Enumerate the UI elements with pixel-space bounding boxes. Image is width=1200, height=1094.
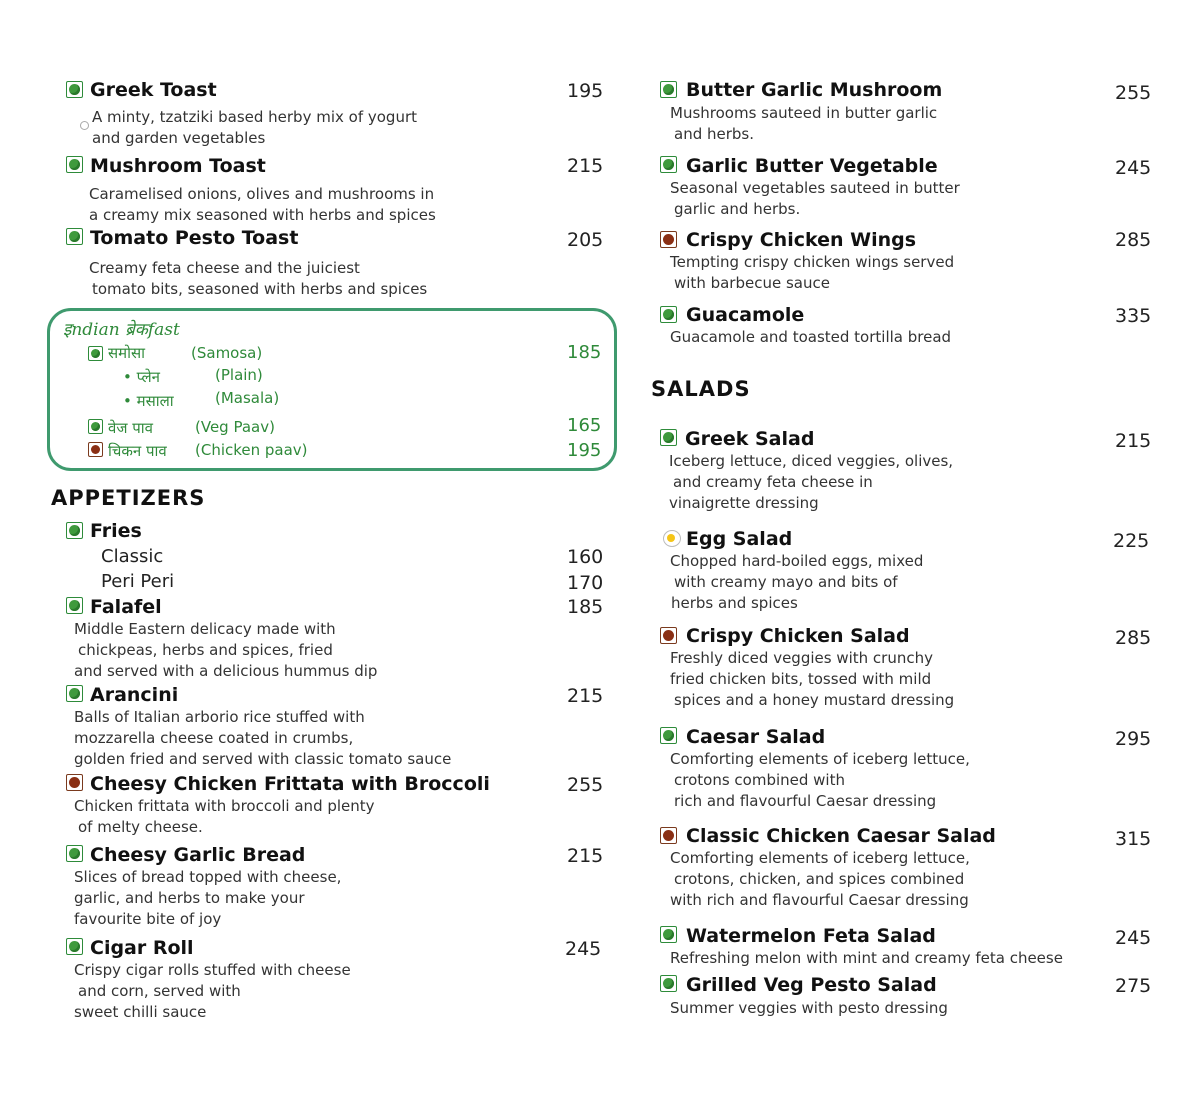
- veg-paav-price: 165: [567, 415, 602, 436]
- samosa-english: (Samosa): [191, 344, 263, 362]
- item-name: Garlic Butter Vegetable: [686, 155, 938, 177]
- item-description: Summer veggies with pesto dressing: [670, 999, 948, 1017]
- chicken-paav-english: (Chicken paav): [195, 441, 308, 459]
- item-name: Cheesy Garlic Bread: [90, 844, 306, 866]
- veg-icon: [66, 522, 83, 539]
- item-name: Classic Chicken Caesar Salad: [686, 825, 996, 847]
- item-price: 225: [1113, 530, 1150, 552]
- item-price: 285: [1115, 627, 1152, 649]
- item-name: Greek Salad: [685, 428, 815, 450]
- item-price: 335: [1115, 305, 1152, 327]
- veg-paav-english: (Veg Paav): [195, 418, 275, 436]
- item-price: 295: [1115, 728, 1152, 750]
- item-name: Cheesy Chicken Frittata with Broccoli: [90, 773, 490, 795]
- item-name: Egg Salad: [686, 528, 793, 550]
- veg-icon: [66, 156, 83, 173]
- samosa-hindi: समोसा: [108, 344, 146, 362]
- item-price: 255: [567, 774, 604, 796]
- veg-icon: [66, 685, 83, 702]
- nonveg-icon: [660, 231, 677, 248]
- item-name: Grilled Veg Pesto Salad: [686, 974, 937, 996]
- item-description: Creamy feta cheese and the juiciest tomato bits, seasoned with herbs and spices: [89, 259, 428, 298]
- chicken-paav-hindi: चिकन पाव: [108, 442, 167, 460]
- egg-icon: [663, 529, 681, 547]
- fries-classic: Classic: [101, 546, 164, 567]
- veg-icon: [660, 975, 677, 992]
- item-description: Chicken frittata with broccoli and plenty of melty cheese.: [74, 797, 375, 836]
- fries-peri-peri: Peri Peri: [101, 571, 175, 592]
- item-name: Arancini: [90, 684, 179, 706]
- item-name: Guacamole: [686, 304, 805, 326]
- veg-icon: [66, 845, 83, 862]
- chicken-paav-price: 195: [567, 440, 602, 461]
- item-name: Crispy Chicken Salad: [686, 625, 910, 647]
- item-description: Tempting crispy chicken wings served with barbecue sauce: [670, 253, 955, 292]
- section-heading-appetizers: APPETIZERS: [51, 486, 206, 510]
- item-name: Mushroom Toast: [90, 155, 266, 177]
- item-name: Fries: [90, 520, 142, 542]
- plain-hindi: • प्लेन: [123, 368, 161, 386]
- item-description: Comforting elements of iceberg lettuce, crotons, chicken, and spices combined with rich and flavourful Caesar dressing: [670, 849, 970, 909]
- nonveg-icon: [88, 442, 103, 457]
- item-name: Greek Toast: [90, 79, 217, 101]
- fries-classic-price: 160: [567, 546, 604, 568]
- item-description: Slices of bread topped with cheese, garlic, and herbs to make your favourite bite of joy: [74, 868, 342, 928]
- item-price: 315: [1115, 828, 1152, 850]
- veg-icon: [660, 926, 677, 943]
- veg-icon: [660, 429, 677, 446]
- item-price: 215: [567, 685, 604, 707]
- indian-breakfast-title: इndian ब्रेकfast: [63, 320, 180, 340]
- veg-icon: [660, 727, 677, 744]
- veg-icon: [660, 81, 677, 98]
- item-description: Seasonal vegetables sauteed in butter garlic and herbs.: [670, 179, 960, 218]
- masala-hindi: • मसाला: [123, 392, 174, 410]
- item-price: 255: [1115, 82, 1152, 104]
- item-description: A minty, tzatziki based herby mix of yogurt and garden vegetables: [92, 108, 417, 147]
- veg-icon: [66, 938, 83, 955]
- item-description: Mushrooms sauteed in butter garlic and herbs.: [670, 104, 938, 143]
- item-description: Chopped hard-boiled eggs, mixed with creamy mayo and bits of herbs and spices: [670, 552, 924, 612]
- item-price: 215: [567, 845, 604, 867]
- item-name: Falafel: [90, 596, 162, 618]
- item-description: Freshly diced veggies with crunchy fried chicken bits, tossed with mild spices and a honey mustard dressing: [670, 649, 955, 709]
- veg-icon: [88, 419, 103, 434]
- item-name: Crispy Chicken Wings: [686, 229, 917, 251]
- item-price: 215: [567, 155, 604, 177]
- nonveg-icon: [66, 774, 83, 791]
- item-price: 245: [565, 938, 602, 960]
- item-price: 205: [567, 229, 604, 251]
- item-price: 275: [1115, 975, 1152, 997]
- veg-icon: [660, 306, 677, 323]
- plain-english: (Plain): [215, 366, 263, 384]
- veg-paav-hindi: वेज पाव: [108, 419, 153, 437]
- item-description: Iceberg lettuce, diced veggies, olives, and creamy feta cheese in vinaigrette dressing: [669, 452, 954, 512]
- section-heading-salads: SALADS: [651, 377, 751, 401]
- veg-icon: [66, 81, 83, 98]
- item-name: Watermelon Feta Salad: [686, 925, 936, 947]
- item-description: Middle Eastern delicacy made with chickpeas, herbs and spices, fried and served with a delicious hummus dip: [74, 620, 378, 680]
- item-description: Guacamole and toasted tortilla bread: [670, 328, 952, 346]
- nonveg-icon: [660, 827, 677, 844]
- item-name: Tomato Pesto Toast: [90, 227, 299, 249]
- item-description: Caramelised onions, olives and mushrooms in a creamy mix seasoned with herbs and spices: [89, 185, 436, 224]
- item-price: 185: [567, 596, 604, 618]
- nonveg-icon: [660, 627, 677, 644]
- item-price: 215: [1115, 430, 1152, 452]
- item-name: Caesar Salad: [686, 726, 826, 748]
- veg-icon: [660, 156, 677, 173]
- veg-icon: [88, 346, 103, 361]
- fries-peri-price: 170: [567, 572, 604, 594]
- item-name: Cigar Roll: [90, 937, 194, 959]
- item-price: 195: [567, 80, 604, 102]
- small-circle-icon: [80, 121, 89, 130]
- veg-icon: [66, 597, 83, 614]
- masala-english: (Masala): [215, 389, 280, 407]
- item-name: Butter Garlic Mushroom: [686, 79, 943, 101]
- item-description: Crispy cigar rolls stuffed with cheese and corn, served with sweet chilli sauce: [74, 961, 351, 1021]
- veg-icon: [66, 228, 83, 245]
- item-price: 245: [1115, 927, 1152, 949]
- samosa-price: 185: [567, 342, 602, 363]
- item-description: Comforting elements of iceberg lettuce, crotons combined with rich and flavourful Caesar dressing: [670, 750, 970, 810]
- item-price: 245: [1115, 157, 1152, 179]
- item-description: Refreshing melon with mint and creamy feta cheese: [670, 949, 1063, 967]
- item-description: Balls of Italian arborio rice stuffed with mozzarella cheese coated in crumbs, golden fried and served with classic tomato sauce: [74, 708, 452, 768]
- item-price: 285: [1115, 229, 1152, 251]
